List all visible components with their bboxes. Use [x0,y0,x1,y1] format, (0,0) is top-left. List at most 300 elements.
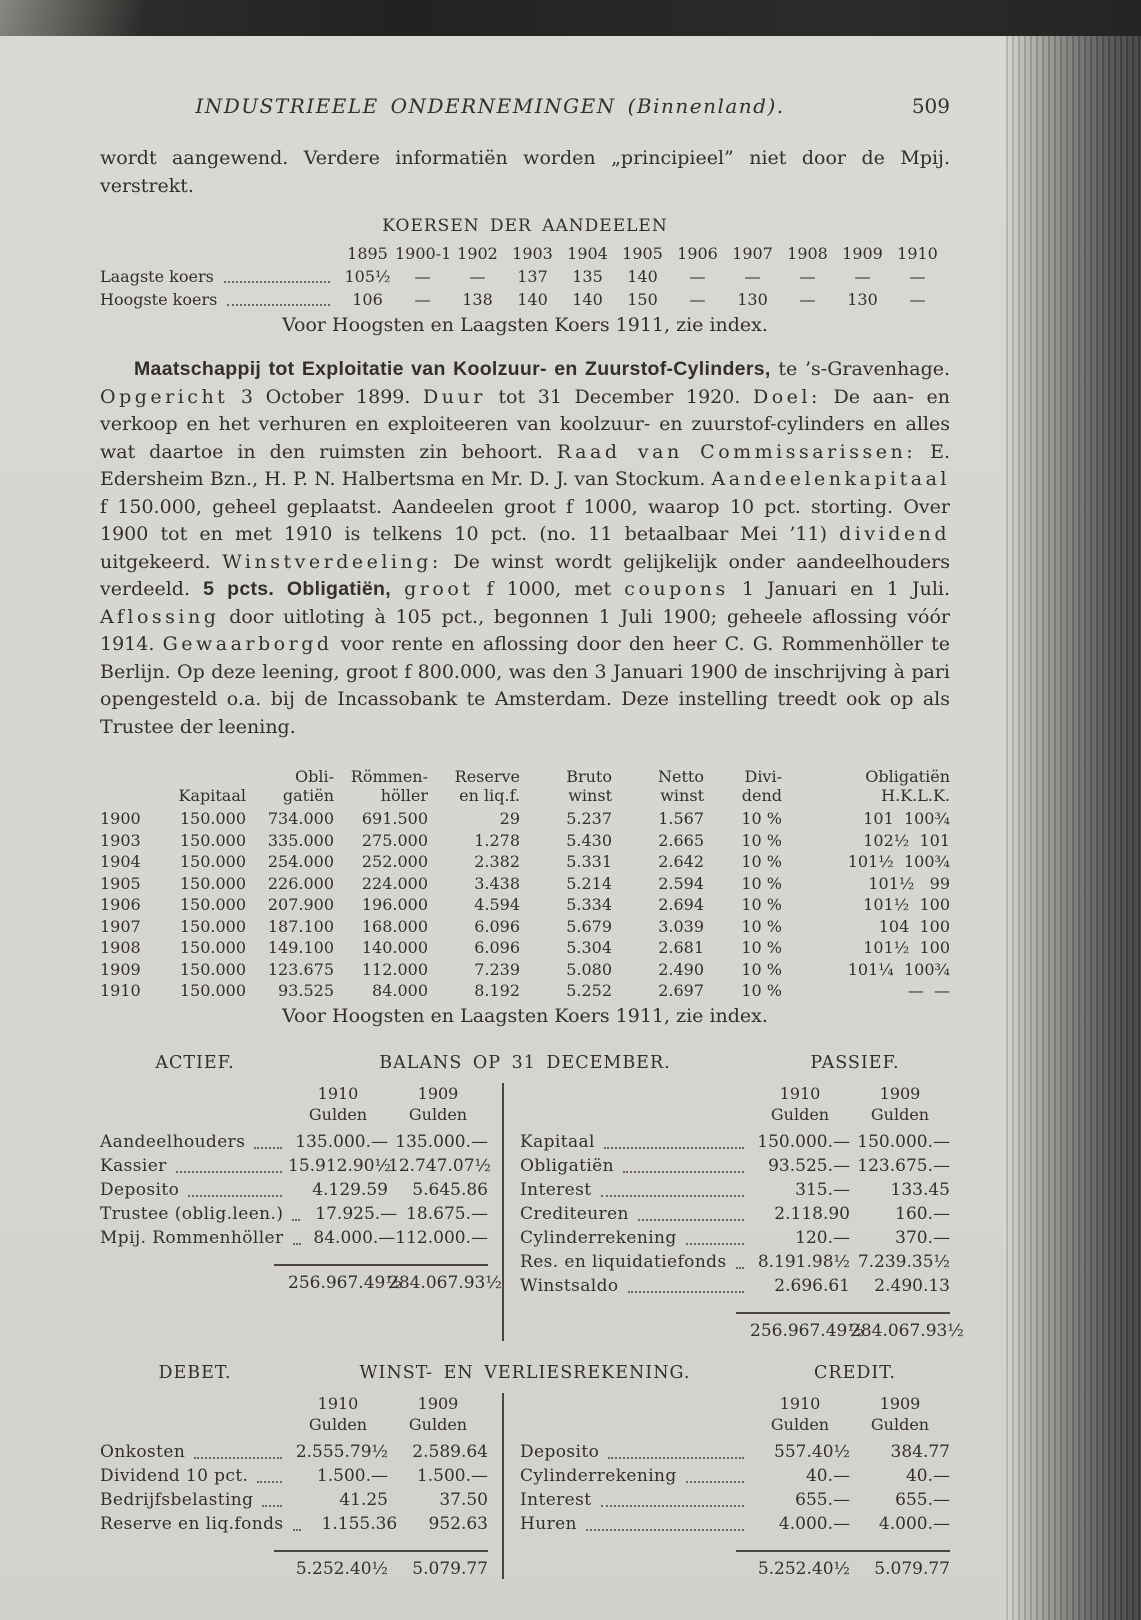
table-cell: 1.155.36 [321,1513,398,1534]
debet-label: DEBET. [158,1362,232,1383]
year-column-header [850,1393,950,1435]
table-cell: 150 [627,290,658,309]
actief-column [100,1083,502,1341]
table-cell: 1895 [347,244,388,263]
table-cell: Huren [520,1512,750,1536]
table-cell: — [909,290,926,309]
table-cell: 10 % [741,895,782,914]
article-emphasis: Opgericht [100,385,229,408]
table-row [100,851,950,873]
debet-column-headers [100,1393,488,1435]
table-cell: 10 % [741,873,782,893]
table-cell: 7.239.35½ [857,1251,950,1272]
total-value: 284.067.93½ [850,1320,964,1341]
article-emphasis: coupons [624,578,729,600]
table-cell: 101½ 99 [868,873,950,893]
table-cell: — [689,290,706,309]
table-cell: 1907 [732,244,773,263]
table-cell: Aandeelhouders [100,1130,288,1154]
table-cell: 135 [572,267,603,286]
total-value: 284.067.93½ [388,1272,502,1293]
table-cell: 5.645.86 [412,1179,488,1200]
table-cell: — [909,267,926,286]
table-cell: 2.697 [658,981,704,1000]
year-column-header [388,1393,488,1435]
koersen-footnote: Voor Hoogsten en Laagsten Koers 1911, zie index. [282,314,768,336]
passief-totals [736,1312,964,1341]
table-cell: 655.— [895,1489,950,1510]
table-row [100,1440,488,1464]
table-cell: 2.490 [658,959,704,979]
year-label: 1910 [779,1083,821,1103]
table-cell: 2.555.79½ [295,1441,388,1462]
table-cell: 102½ 101 [863,830,950,850]
article-text: E. Edersheim Bzn., H. P. N. Halbertsma en Mr. D. J. van Stockum. [100,440,950,490]
table-cell: 734.000 [267,809,334,828]
table-cell: 5.214 [566,873,612,893]
table-cell: 140 [517,290,548,309]
article-text: door uitloting à 105 pct., begonnen 1 Juli 1900; geheele aflossing vóór 1914. [100,605,950,655]
table-cell: 101¼ 100¾ [847,959,950,979]
table-cell: 5.237 [566,809,612,828]
table-cell: 112.000 [361,959,428,979]
total-value: 256.967.49½ [288,1272,402,1293]
article-text: voor rente en aflossing door den heer C. G. Rommenhöller te Berlijn. Op deze leening, groot f 800.000, was den 3 Januari 1900 de inschrijving à pari opengesteld o.a. bij de Incassobank te Amsterdam. Deze instelling treedt ook op als Trustee der leening. [100,633,950,738]
financial-table [100,767,950,1002]
table-cell: 335.000 [267,830,334,850]
table-cell: Trustee (oblig.leen.) [100,1202,306,1226]
table-cell: 655.— [795,1489,850,1510]
table-row [100,288,950,311]
year-label: 1909 [879,1083,921,1103]
table-cell: 112.000.— [395,1227,488,1248]
table-header-cell [334,767,428,805]
credit-column [502,1393,950,1579]
table-cell: 196.000 [361,895,428,914]
table-row [100,808,950,830]
table-cell: 2.490.13 [874,1275,950,1296]
article-emphasis: 5 pcts. Obligatiën, [203,578,391,600]
table-cell: 84.000.— [313,1227,396,1248]
debet-total-row [100,1550,488,1579]
article-text: De winst wordt gelijkelijk onder aandeelhouders verdeeld. [100,550,951,600]
table-cell: 18.675.— [406,1203,488,1224]
header-line: winst [568,786,612,805]
passief-column [502,1083,964,1341]
table-cell: — [414,267,431,286]
actief-totals [274,1264,502,1293]
balans-title: BALANS OP 31 DECEMBER. [379,1052,671,1073]
table-cell: 2.118.90 [774,1203,850,1224]
table-row [520,1130,950,1154]
table-cell: 41.25 [339,1489,388,1510]
table-cell: 123.675.— [857,1155,950,1176]
article-emphasis: Winstverdeeling: [222,550,442,573]
table-cell: 5.679 [566,916,612,936]
table-cell: 1902 [457,244,498,263]
table-cell: 5.334 [566,895,612,914]
table-cell: 224.000 [361,873,428,893]
article-emphasis: Gewaarborgd [162,633,333,655]
table-cell: 10 % [741,981,782,1000]
financial-table-header [100,767,950,805]
table-cell: 4.000.— [878,1513,950,1534]
table-cell: 2.642 [658,852,704,871]
credit-totals [736,1550,950,1579]
table-cell: 140 [572,290,603,309]
table-cell: Interest [520,1488,750,1512]
table-cell: 15.912.90½ [288,1155,391,1176]
year-label: 1910 [779,1393,821,1413]
table-cell: 1903 [100,830,141,850]
koersen-table [100,242,950,311]
table-cell: Laagste koers [100,265,340,288]
table-header-cell [158,767,246,805]
article-text: te ’s-Gravenhage. [770,358,951,380]
year-label: 1909 [417,1083,459,1103]
passief-total-row [520,1312,964,1341]
table-cell: — [799,290,816,309]
table-cell: 40.— [805,1465,850,1486]
table-cell: 150.000 [179,873,246,893]
table-row [100,1226,488,1250]
table-cell: 105½ [344,267,391,286]
article-emphasis: groot [404,578,474,600]
actief-total-row [100,1264,502,1293]
table-cell: Reserve en liq.fonds [100,1512,307,1536]
wv-columns [100,1393,950,1579]
table-row [100,980,950,1002]
actief-label: ACTIEF. [155,1052,235,1073]
total-value: 5.079.77 [874,1558,950,1579]
table-cell: 1.567 [658,809,704,828]
table-cell [100,242,340,265]
total-value: 5.079.77 [412,1558,488,1579]
table-row [100,916,950,938]
header-line: Kapitaal [178,786,246,805]
table-cell: — — [907,981,950,1000]
table-cell: 1903 [512,244,553,263]
table-cell: 1910 [100,981,141,1000]
table-cell: 149.100 [267,938,334,957]
table-cell: 150.000 [179,830,246,850]
table-cell: Winstsaldo [520,1274,750,1298]
table-cell: Mpij. Rommenhöller [100,1226,307,1250]
profit-loss-header [100,1363,950,1383]
table-cell: 7.239 [474,959,520,979]
header-line: Römmen- [350,767,428,786]
table-row [100,894,950,916]
table-cell: 138 [462,290,493,309]
page-header [100,94,950,118]
table-cell: 10 % [741,830,782,850]
table-cell: 10 % [741,959,782,979]
table-cell: 226.000 [267,873,334,893]
table-cell: 2.694 [658,895,704,914]
table-cell: 150.000 [179,809,246,828]
table-cell: 5.252 [566,981,612,1000]
table-cell: 370.— [895,1227,950,1248]
table-cell: 1904 [100,852,141,871]
table-cell: 150.000 [179,959,246,979]
debet-totals [274,1550,488,1579]
header-line: en liq.f. [459,786,520,805]
page-stack-edge [1005,36,1141,1620]
table-cell: 6.096 [474,916,520,936]
article-text: De aan- en verkoop en het verhuren en exploiteeren van koolzuur- en zuurstof-cylinders en alles wat daartoe in den ruimsten zin behoort. [100,385,950,463]
article-text: 3 October 1899. [228,385,424,408]
header-line: Reserve [454,767,520,786]
table-cell: 3.039 [658,916,704,936]
article-text: uitgekeerd. [100,550,223,573]
table-cell: 40.— [905,1465,950,1486]
table-cell: — [744,267,761,286]
debet-rows [100,1440,488,1536]
table-cell: 160.— [895,1203,950,1224]
table-row [100,1512,488,1536]
table-cell: 8.192 [474,981,520,1000]
table-row [100,1130,488,1154]
intro-paragraph: wordt aangewend. Verdere informatiën worden „principieel” niet door de Mpij. verstrekt. [100,147,950,197]
page-number: 509 [911,94,950,118]
passief-label: PASSIEF. [810,1052,900,1073]
year-label: 1910 [317,1393,359,1413]
table-cell: — [799,267,816,286]
table-cell: 150.000.— [757,1131,850,1152]
table-cell: 384.77 [890,1441,950,1462]
table-cell: 1908 [787,244,828,263]
year-column-header [388,1083,488,1125]
table-cell: 1904 [567,244,608,263]
table-cell: 84.000 [372,981,428,1000]
table-cell: 952.63 [428,1513,488,1534]
table-row [520,1202,950,1226]
table-cell: 3.438 [474,873,520,893]
table-cell: 130 [847,290,878,309]
table-cell: — [469,267,486,286]
table-cell: 12.747.07½ [388,1155,491,1176]
table-row [520,1274,950,1298]
table-row [100,830,950,852]
table-row [100,1178,488,1202]
table-cell: 1910 [897,244,938,263]
table-row [100,1488,488,1512]
table-cell: 10 % [741,938,782,957]
table-cell: 150.000 [179,895,246,914]
unit-label: Gulden [308,1104,368,1124]
table-cell: 1900-1 [395,244,452,263]
total-value: 5.252.40½ [295,1558,388,1579]
table-row [100,937,950,959]
year-column-header [750,1393,850,1435]
header-line: Netto [658,767,704,786]
table-cell: 1900 [100,809,141,828]
debet-column [100,1393,502,1579]
table-cell: — [414,290,431,309]
table-cell: 1.500.— [416,1465,488,1486]
table-row [100,873,950,895]
table-header-cell [704,767,782,805]
table-cell: 93.525.— [768,1155,850,1176]
credit-rows [520,1440,950,1536]
header-line: Bruto [566,767,612,786]
unit-label: Gulden [770,1414,830,1434]
table-cell: 101½ 100¾ [847,852,950,871]
table-cell: 2.696.61 [774,1275,850,1296]
table-cell: 1906 [100,895,141,914]
table-cell: 8.191.98½ [757,1251,850,1272]
table-cell: Kapitaal [520,1130,750,1154]
passief-column-headers [520,1083,950,1125]
table-cell: 4.129.59 [312,1179,388,1200]
year-label: 1909 [417,1393,459,1413]
table-header-cell [520,767,612,805]
table-cell: 10 % [741,916,782,936]
table-cell: Deposito [520,1440,750,1464]
year-column-header [850,1083,950,1125]
running-head: INDUSTRIEELE ONDERNEMINGEN (Binnenland). [195,94,785,118]
year-column-header [288,1083,388,1125]
table-cell: 4.594 [474,895,520,914]
total-value: 256.967.49½ [750,1320,864,1341]
table-cell: 1905 [622,244,663,263]
table-row [100,1464,488,1488]
article-emphasis: Maatschappij tot Exploitatie van Koolzuur- en Zuurstof-Cylinders, [134,358,771,380]
table-cell: 691.500 [361,809,428,828]
table-cell: Cylinderrekening [520,1464,750,1488]
table-row [520,1464,950,1488]
wv-title: WINST- EN VERLIESREKENING. [359,1362,691,1383]
table-cell: 93.525 [278,981,334,1000]
table-row [520,1440,950,1464]
koersen-table-header [100,242,950,265]
table-cell: 2.594 [658,873,704,893]
table-cell: 1.278 [474,830,520,850]
table-row [520,1154,950,1178]
table-cell: 150.000 [179,981,246,1000]
financial-table-footnote: Voor Hoogsten en Laagsten Koers 1911, zie index. [282,1004,768,1027]
table-cell: 2.665 [658,830,704,850]
table-header-cell [246,767,334,805]
koersen-table-body [100,265,950,311]
table-cell: 10 % [741,809,782,828]
table-cell: 130 [737,290,768,309]
article-text: tot 31 December 1920. [485,385,753,408]
header-line: Obligatiën [865,767,950,786]
table-cell: 101 100¾ [863,809,950,828]
table-cell: Hoogste koers [100,288,340,311]
year-column-header [288,1393,388,1435]
unit-label: Gulden [408,1104,468,1124]
table-cell: 1907 [100,916,141,936]
table-cell: 29 [499,809,520,828]
table-cell: Res. en liquidatiefonds [520,1250,750,1274]
unit-label: Gulden [870,1414,930,1434]
table-cell: — [689,267,706,286]
table-cell: Interest [520,1178,750,1202]
table-cell: 2.681 [658,938,704,957]
table-cell: 140.000 [361,938,428,957]
table-cell: Kassier [100,1154,288,1178]
table-cell: 1909 [100,959,141,979]
table-cell: 1905 [100,873,141,893]
unit-label: Gulden [408,1414,468,1434]
header-line: dend [741,786,782,805]
table-cell: 101½ 100 [863,895,950,914]
table-cell: 137 [517,267,548,286]
table-header-cell [428,767,520,805]
article-emphasis: Doel: [753,385,821,408]
article-text [391,578,404,600]
table-cell: 135.000.— [295,1131,388,1152]
table-cell: 106 [352,290,383,309]
article-text: f 1000, met [473,578,625,600]
passief-rows [520,1130,950,1298]
company-article [100,356,950,741]
unit-label: Gulden [770,1104,830,1124]
book-top-edge [0,0,1141,36]
table-cell: 5.080 [566,959,612,979]
actief-rows [100,1130,491,1250]
table-cell: 207.900 [267,895,334,914]
year-column-header [750,1083,850,1125]
table-cell: 150.000.— [857,1131,950,1152]
unit-label: Gulden [870,1104,930,1124]
balans-columns [100,1083,964,1341]
header-line: H.K.L.K. [881,786,950,805]
table-cell: 1906 [677,244,718,263]
table-cell: 2.589.64 [412,1441,488,1462]
table-cell: 150.000 [179,852,246,871]
financial-table-body [100,808,950,1002]
table-cell: 254.000 [267,852,334,871]
table-cell: 140 [627,267,658,286]
table-row [520,1512,950,1536]
table-cell: 2.382 [474,852,520,871]
balance-sheet-header [100,1053,950,1073]
table-row [100,265,950,288]
table-cell: 101½ 100 [863,938,950,957]
table-header-cell [100,767,158,805]
credit-column-headers [520,1393,950,1435]
table-cell: 1.500.— [316,1465,388,1486]
total-value: 5.252.40½ [757,1558,850,1579]
article-emphasis: dividend [839,523,950,545]
table-cell: 150.000 [179,916,246,936]
header-line: Obli- [295,767,334,786]
header-line: gatiën [282,786,334,805]
table-row [100,1154,491,1178]
table-row [100,242,950,265]
table-cell: Crediteuren [520,1202,750,1226]
table-row [520,1178,950,1202]
table-cell: 275.000 [361,830,428,850]
table-row [520,1488,950,1512]
table-cell: 104 100 [878,916,950,936]
header-line: winst [660,786,704,805]
table-cell: 315.— [795,1179,850,1200]
article-emphasis: Raad van Commissarissen: [556,440,917,463]
table-cell: 120.— [795,1227,850,1248]
credit-label: CREDIT. [814,1362,896,1383]
table-cell: 1908 [100,938,141,957]
article-emphasis: Duur [423,385,486,408]
unit-label: Gulden [308,1414,368,1434]
table-cell: 123.675 [267,959,334,979]
article-text: 1 Januari en 1 Juli. [728,578,951,600]
table-header-cell [782,767,950,805]
credit-total-row [520,1550,950,1579]
